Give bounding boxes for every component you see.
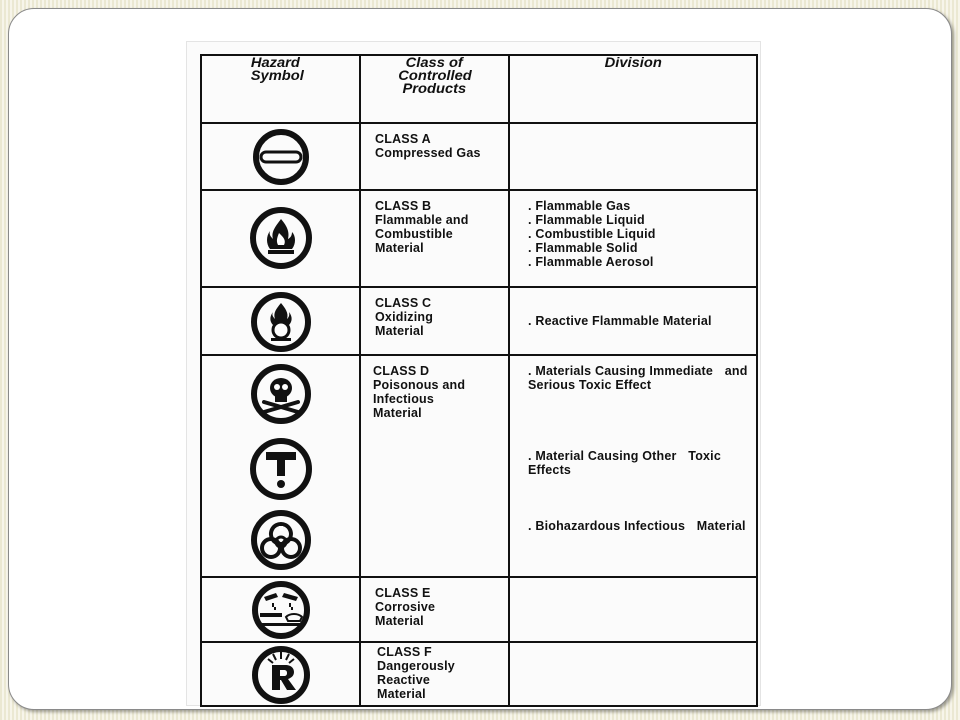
class-name-line: Material <box>375 241 424 255</box>
table-row-class-e <box>201 577 757 642</box>
biohazard-icon <box>246 508 316 572</box>
class-name-line: Corrosive <box>375 600 436 614</box>
class-cell-class-d <box>360 355 509 577</box>
class-cell-class-c <box>360 287 509 355</box>
division-group <box>528 519 746 533</box>
header-symbol-line2: Symbol <box>250 67 304 83</box>
table-row-class-c <box>201 287 757 355</box>
class-name-line: Compressed Gas <box>375 146 481 160</box>
slide-frame <box>8 8 952 710</box>
symbol-cell-class-d <box>201 355 360 577</box>
toxic-t-icon <box>246 436 316 502</box>
class-name-line: Oxidizing <box>375 310 434 324</box>
class-label: CLASS E <box>375 586 431 600</box>
class-label: CLASS D <box>373 364 430 378</box>
division-item-cont: Material <box>696 519 746 533</box>
class-name-line: Combustible <box>375 227 453 241</box>
class-name-line: Material <box>375 324 424 338</box>
header-class-line3: Products <box>402 80 467 96</box>
table-row-class-d <box>201 355 757 577</box>
reactive-r-icon <box>246 643 316 705</box>
division-item: . Flammable Solid <box>528 241 638 255</box>
division-item: . Flammable Liquid <box>528 213 645 227</box>
class-name-line: Material <box>373 406 422 420</box>
division-item-cont: Toxic Effects <box>528 449 722 477</box>
class-name-line: Material <box>377 687 426 701</box>
division-item-cont: and Serious Toxic Effect <box>528 364 748 392</box>
division-group <box>528 449 756 477</box>
header-row <box>201 55 757 123</box>
division-cell-class-d <box>509 355 757 577</box>
flame-icon <box>241 203 321 273</box>
class-name-line: Material <box>375 614 424 628</box>
class-label: CLASS F <box>377 645 432 659</box>
header-division-label: Division <box>604 54 662 70</box>
class-cell-class-a <box>360 123 509 190</box>
division-item: . Flammable Aerosol <box>528 255 654 269</box>
class-name-line: Infectious <box>373 392 435 406</box>
division-cell-class-f <box>509 642 757 706</box>
class-label: CLASS A <box>375 132 431 146</box>
hazard-classification-table <box>200 54 758 707</box>
class-cell-class-f <box>360 642 509 706</box>
division-group <box>528 364 756 392</box>
class-name-line: Flammable and <box>375 213 469 227</box>
header-class-line1: Class of <box>405 54 464 70</box>
header-class-line2: Controlled <box>397 67 472 83</box>
division-item: . Flammable Gas <box>528 199 631 213</box>
division-cell-class-c <box>509 287 757 355</box>
division-item: . Material Causing Other <box>528 449 677 463</box>
division-cell-class-b <box>509 190 757 287</box>
header-hazard-symbol <box>201 55 360 123</box>
division-cell-class-a <box>509 123 757 190</box>
header-division <box>509 55 757 123</box>
hazard-table-image <box>186 41 761 706</box>
corrosion-icon <box>246 579 316 641</box>
skull-crossbones-icon <box>246 362 316 426</box>
header-class-of-controlled-products <box>360 55 509 123</box>
division-item: . Materials Causing Immediate <box>528 364 714 378</box>
class-label: CLASS C <box>375 296 432 310</box>
header-symbol-line1: Hazard <box>250 54 300 70</box>
symbol-cell-class-a <box>201 123 360 190</box>
symbol-cell-class-c <box>201 287 360 355</box>
class-name-line: Reactive <box>377 673 431 687</box>
table-row-class-a <box>201 123 757 190</box>
symbol-cell-class-f <box>201 642 360 706</box>
division-cell-class-e <box>509 577 757 642</box>
class-label: CLASS B <box>375 199 432 213</box>
table-row-class-f <box>201 642 757 706</box>
class-cell-class-e <box>360 577 509 642</box>
division-item: . Combustible Liquid <box>528 227 656 241</box>
symbol-cell-class-e <box>201 577 360 642</box>
table-row-class-b <box>201 190 757 287</box>
gas-cylinder-icon <box>246 127 316 187</box>
division-item: . Reactive Flammable Material <box>528 314 712 328</box>
class-name-line: Poisonous and <box>373 378 466 392</box>
class-cell-class-b <box>360 190 509 287</box>
class-name-line: Dangerously <box>377 659 455 673</box>
division-item: . Biohazardous Infectious <box>528 519 686 533</box>
flame-over-circle-icon <box>246 290 316 354</box>
symbol-cell-class-b <box>201 190 360 287</box>
